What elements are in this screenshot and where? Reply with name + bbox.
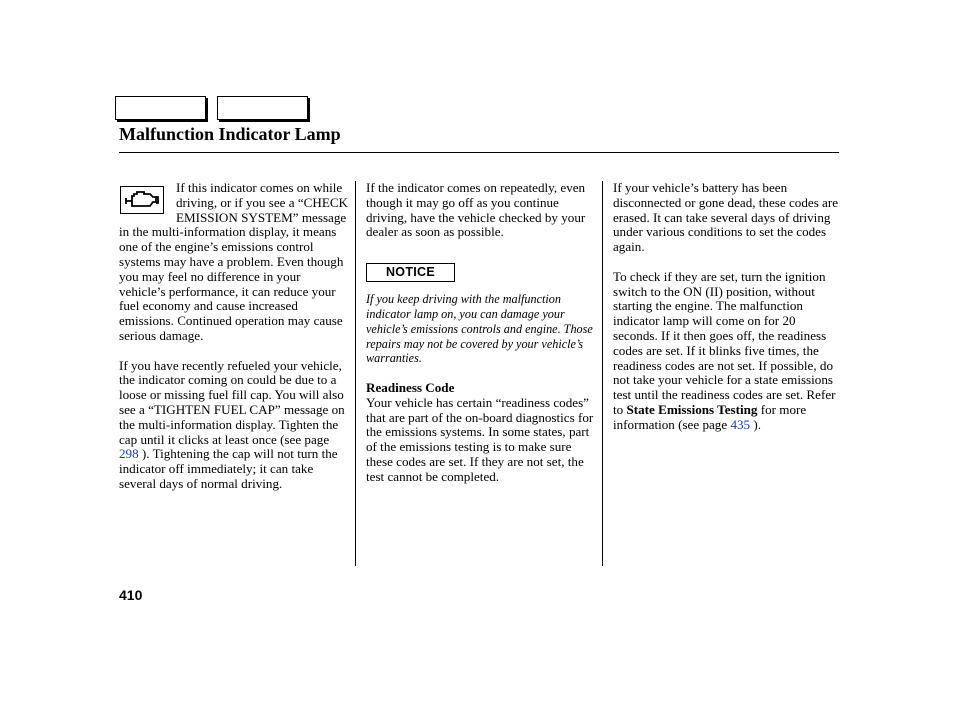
column-3 — [613, 181, 839, 433]
readiness-code-paragraph: Your vehicle has certain “readiness codes” that are part of the on-board diagnostics for the emissions systems. In some states, part of the emissions testing is to make sure these codes are set. If they are not set, the test cannot be completed. — [366, 394, 594, 484]
page-title: Malfunction Indicator Lamp — [119, 124, 341, 144]
engine-warning-icon — [120, 186, 164, 214]
fuel-cap-paragraph: If you have recently refueled your vehicle, the indicator coming on could be due to a loose or missing fuel fill cap. You will also see a “TIGHTEN FUEL CAP” message on the multi-information display. Tighten the cap until it clicks at least once (see page 298 ). Tightening the cap will not turn the indicator off immediately; it can take several days of normal driving. — [119, 357, 345, 491]
notice-badge: NOTICE — [366, 263, 455, 282]
column-divider — [602, 181, 603, 566]
mil-description: If this indicator comes on while driving, or if you see a “CHECK EMISSION SYSTEM” message in the multi-information display, it means one of the engine’s emissions control systems may have a problem. Even though you may feel no difference in your vehicle’s performance, it can reduce your fuel economy and cause increased emissions. Continued operation may cause serious damage. — [119, 180, 349, 343]
readiness-code-heading: Readiness Code — [366, 379, 455, 395]
page-link-435[interactable]: 435 — [730, 416, 751, 432]
state-emissions-testing-ref: State Emissions Testing — [626, 401, 758, 417]
title-divider — [119, 152, 839, 153]
column-1 — [119, 181, 349, 492]
column-2 — [366, 181, 594, 485]
nav-button-next[interactable] — [217, 96, 308, 120]
readiness-check-paragraph: To check if they are set, turn the ignition switch to the ON (II) position, without starting the engine. The malfunction indicator lamp will come on for 20 seconds. If it then goes off, the readiness codes are set. If it blinks five times, the readiness codes are not set. If possible, do not take your vehicle for a state emissions test until the readiness codes are set. Refer to State Emissions Testing for more information (see page 435 ). — [613, 268, 836, 432]
column-divider — [355, 181, 356, 566]
page-link-298[interactable]: 298 — [119, 446, 139, 462]
battery-paragraph: If your vehicle’s battery has been disconnected or gone dead, these codes are erased. It can take several days of driving under various conditions to set the codes again. — [613, 180, 839, 255]
repeated-indicator-paragraph: If the indicator comes on repeatedly, even though it may go off as you continue driving, have the vehicle checked by your dealer as soon as possible. — [366, 180, 586, 240]
page-number: 410 — [119, 587, 143, 603]
nav-button-previous[interactable] — [115, 96, 206, 120]
notice-text: If you keep driving with the malfunction indicator lamp on, you can damage your vehicle’s emissions controls and engine. Those repairs may not be covered by your vehicle’s warranties. — [366, 292, 593, 366]
